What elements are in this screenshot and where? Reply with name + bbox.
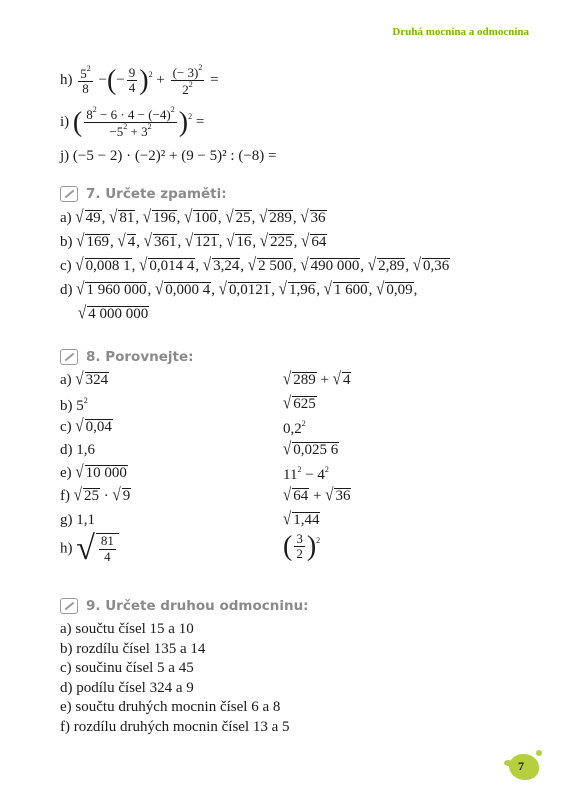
radical-sign: √	[117, 232, 126, 252]
radicand: 81	[119, 210, 135, 226]
ex7-row: b) √ 169, √ 4, √ 361, √ 121, √ 16, √ 225, √ 64	[60, 232, 327, 252]
ex8-d-left: d) 1,6	[60, 442, 95, 458]
ex9-item: e) součtu druhých mocnin čísel 6 a 8	[60, 699, 281, 715]
ex9-item: d) podílu čísel 324 a 9	[60, 679, 194, 696]
radicand: 0,014 4	[149, 258, 195, 274]
radicand: 2 500	[258, 258, 292, 274]
radicand: 289	[269, 210, 292, 226]
radical-sign: √	[300, 208, 309, 228]
fraction: $\frac{8^2 - 6 \cdot 4 - (-4)^2}{-5^2 + 3^2}$	[86, 105, 175, 140]
radicand: 121	[195, 234, 218, 250]
radicand: 361	[153, 234, 177, 250]
radical-sign: √	[412, 256, 422, 276]
radical-sign: √	[75, 256, 84, 276]
ex8-heading	[60, 349, 194, 365]
ex7-heading	[60, 186, 227, 202]
fraction: $\frac{(- 3)^2}{2^2}$	[172, 63, 203, 98]
ex8-d-right: √ 0,025 6	[283, 440, 339, 460]
radicand: 490 000	[310, 258, 360, 274]
radicand: 3,24	[213, 258, 240, 274]
radical-sign: √	[78, 304, 87, 324]
ex9-item: b) rozdílu čísel 135 a 14	[60, 640, 206, 657]
ex7-row-label: c)	[60, 258, 76, 274]
radical-sign: √	[143, 232, 152, 252]
radicand: 1,96	[288, 282, 316, 298]
ex7-row-label: d)	[60, 282, 77, 298]
radical-sign: √	[184, 232, 194, 252]
radical-sign: √	[75, 208, 84, 228]
radical-sign: √	[323, 280, 332, 300]
radicand: 4 000 000	[88, 306, 149, 322]
pencil-icon	[60, 186, 78, 202]
radicand: 36	[310, 210, 326, 226]
ex8-h-left: h) √ $\frac{81}{4}$	[60, 532, 119, 566]
ex6-j-expression: (−5 − 2) · (−2)² + (9 − 5)² : (−8) =	[72, 148, 277, 164]
fraction: $\frac{9}{4}$	[128, 65, 136, 96]
radical-sign: √	[218, 280, 227, 300]
ex8-c-right: $0,2^2$	[283, 419, 306, 437]
ex7-row: a) √ 49, √ 81, √ 196, √ 100, √ 25, √ 289, √ 36	[60, 208, 326, 228]
ex8-h-right: ( $\frac{3}{2}$ )$^2$	[283, 530, 321, 562]
radicand: 4	[127, 234, 136, 250]
radicand: 169	[86, 234, 109, 250]
ex8-b-right: √ 625	[283, 394, 316, 414]
ex7-row	[78, 306, 149, 323]
radical-sign: √	[225, 208, 234, 228]
radical-sign: √	[226, 232, 235, 252]
radical-sign: √	[184, 208, 193, 228]
radical-sign: √	[300, 256, 309, 276]
ex7-row: d) √ 1 960 000, √ 0,000 4, √ 0,0121, √ 1,96, √ 1 600, √ 0,09,	[60, 280, 418, 300]
ex8-f-left: f) √ 25 · √ 9	[60, 486, 131, 506]
ex9-item: a) součtu čísel 15 a 10	[60, 621, 194, 637]
ex9-item: c) součinu čísel 5 a 45	[60, 660, 194, 676]
ex6-j-label: j)	[60, 148, 70, 164]
ex6-h-label: h)	[60, 72, 73, 89]
ex8-e-left: e) √ 10 000	[60, 463, 127, 483]
ex7-row: c) √ 0,008 1, √ 0,014 4, √ 3,24, √ 2 500, √ 490 000, √ 2,89, √ 0,36	[60, 256, 450, 276]
ex6-i-label: i)	[60, 114, 70, 131]
pencil-icon	[60, 598, 78, 614]
ex8-a-right: √ 289 + √ 4	[283, 370, 351, 390]
page-number-badge	[507, 752, 543, 782]
ex8-b-left: b) $5^2$	[60, 396, 88, 414]
radical-sign: √	[278, 280, 287, 300]
ex8-c-left: c) √ 0,04	[60, 417, 112, 437]
ex8-e-right: $11^2 - 4^2$	[283, 465, 329, 483]
ex8-f-right: √ 64 + √ 36	[283, 486, 351, 506]
radicand: 0,000 4	[165, 282, 211, 298]
radical-sign: √	[109, 208, 118, 228]
radicand: 100	[194, 210, 217, 226]
ex8-g-left: g) 1,1	[60, 512, 95, 528]
radicand: 0,09	[386, 282, 413, 298]
pencil-icon	[60, 349, 78, 365]
ex8-title: 8. Porovnejte:	[86, 349, 194, 365]
ex9-title: 9. Určete druhou odmocninu:	[86, 598, 309, 614]
ex9-item: f) rozdílu druhých mocnin čísel 13 a 5	[60, 718, 290, 735]
radicand: 0,36	[423, 258, 450, 274]
ex8-g-right: √ 1,44	[283, 510, 320, 530]
page-number: 7	[518, 759, 524, 773]
radical-sign: √	[139, 256, 148, 276]
radical-sign: √	[247, 256, 257, 276]
radicand: 225	[270, 234, 293, 250]
radical-sign: √	[367, 256, 377, 276]
ex7-row-label: a)	[60, 210, 76, 226]
radicand: 16	[236, 234, 252, 250]
radicand: 1 600	[333, 282, 368, 298]
fraction: $\frac{5^2}{8}$	[80, 64, 91, 97]
radicand: 49	[85, 210, 101, 226]
ex6-i: i) ( $\frac{8^2 - 6 \cdot 4 - (-4)^2}{-5^2 + 3^2}$ )$^2$ =	[60, 105, 205, 140]
radical-sign: √	[76, 232, 85, 252]
radicand: 64	[311, 234, 327, 250]
radical-sign: √	[154, 280, 164, 300]
running-header: Druhá mocnina a odmocnina	[392, 26, 529, 38]
radical-sign: √	[76, 280, 85, 300]
radical-sign: √	[301, 232, 310, 252]
radicand: 0,008 1	[85, 258, 131, 274]
radicand: 0,0121	[228, 282, 271, 298]
ex7-title: 7. Určete zpaměti:	[86, 186, 227, 202]
radicand: 25	[235, 210, 251, 226]
radical-sign: √	[142, 208, 152, 228]
radicand: 2,89	[378, 258, 405, 274]
radicand: 1 960 000	[86, 282, 147, 298]
radical-sign: √	[259, 208, 268, 228]
ex6-h: h) $\frac{5^2}{8}$ −(− $\frac{9}{4}$ )$^2$ + $\frac{(- 3)^2}{2^2}$ =	[60, 63, 219, 98]
ex7-row-label: b)	[60, 234, 77, 250]
radical-sign: √	[202, 256, 212, 276]
radical-sign: √	[376, 280, 385, 300]
ex9-heading	[60, 598, 309, 614]
radical-sign: √	[259, 232, 269, 252]
ex6-j	[60, 148, 277, 165]
radicand: 196	[153, 210, 176, 226]
ex8-a-left: a) √ 324	[60, 370, 109, 390]
